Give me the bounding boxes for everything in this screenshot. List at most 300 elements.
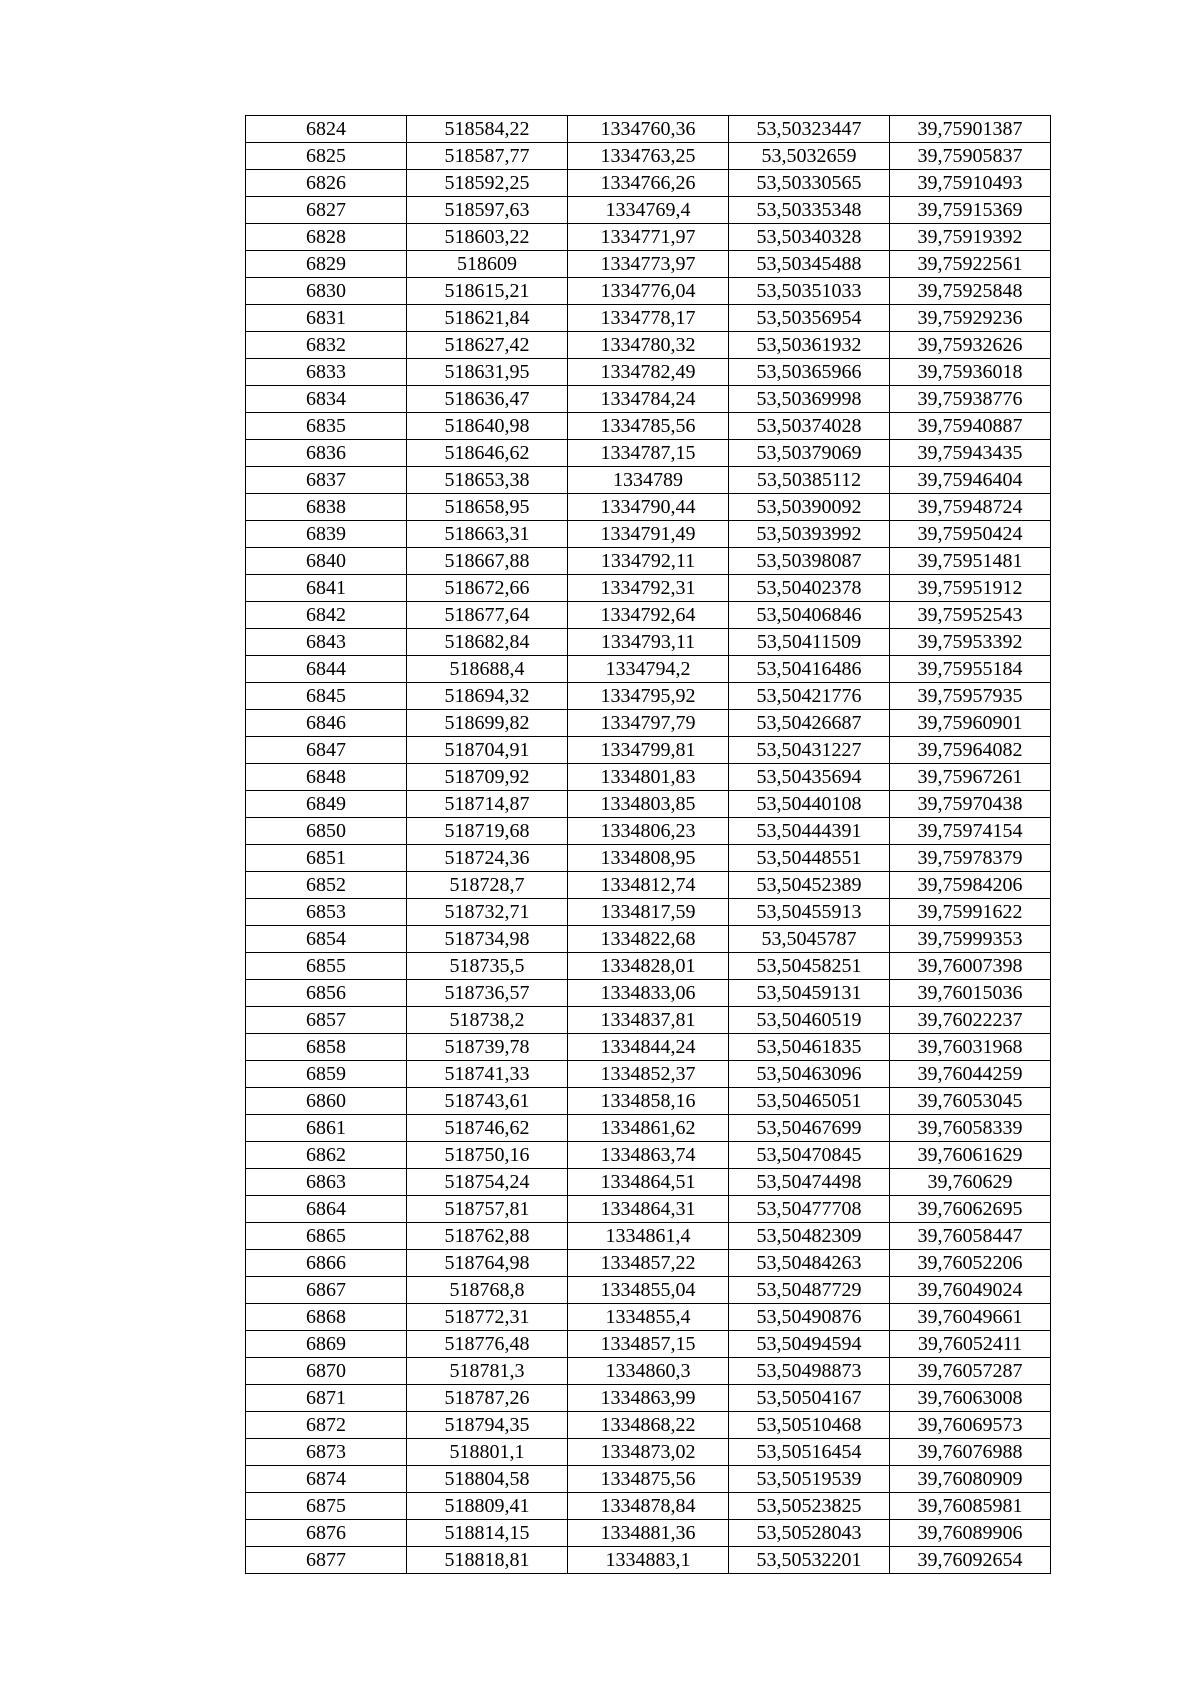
point-number-cell: 6827 [246,197,407,224]
y-coordinate-cell: 1334858,16 [568,1088,729,1115]
x-coordinate-cell: 518818,81 [407,1547,568,1574]
point-number-cell: 6839 [246,521,407,548]
longitude-cell: 39,76063008 [890,1385,1051,1412]
y-coordinate-cell: 1334789 [568,467,729,494]
point-number-cell: 6869 [246,1331,407,1358]
longitude-cell: 39,76080909 [890,1466,1051,1493]
latitude-cell: 53,50330565 [729,170,890,197]
latitude-cell: 53,50528043 [729,1520,890,1547]
table-row [246,1520,1051,1547]
longitude-cell: 39,75925848 [890,278,1051,305]
y-coordinate-cell: 1334785,56 [568,413,729,440]
point-number-cell: 6856 [246,980,407,1007]
y-coordinate-cell: 1334822,68 [568,926,729,953]
table-row [246,845,1051,872]
longitude-cell: 39,75946404 [890,467,1051,494]
y-coordinate-cell: 1334875,56 [568,1466,729,1493]
latitude-cell: 53,50452389 [729,872,890,899]
y-coordinate-cell: 1334863,74 [568,1142,729,1169]
x-coordinate-cell: 518801,1 [407,1439,568,1466]
longitude-cell: 39,75951481 [890,548,1051,575]
table-row [246,818,1051,845]
latitude-cell: 53,50421776 [729,683,890,710]
longitude-cell: 39,75984206 [890,872,1051,899]
latitude-cell: 53,50523825 [729,1493,890,1520]
y-coordinate-cell: 1334763,25 [568,143,729,170]
longitude-cell: 39,75901387 [890,116,1051,143]
point-number-cell: 6863 [246,1169,407,1196]
latitude-cell: 53,50465051 [729,1088,890,1115]
point-number-cell: 6858 [246,1034,407,1061]
y-coordinate-cell: 1334812,74 [568,872,729,899]
point-number-cell: 6834 [246,386,407,413]
table-row [246,1115,1051,1142]
table-row [246,1088,1051,1115]
point-number-cell: 6867 [246,1277,407,1304]
point-number-cell: 6868 [246,1304,407,1331]
x-coordinate-cell: 518584,22 [407,116,568,143]
longitude-cell: 39,76092654 [890,1547,1051,1574]
latitude-cell: 53,50474498 [729,1169,890,1196]
y-coordinate-cell: 1334868,22 [568,1412,729,1439]
latitude-cell: 53,5045787 [729,926,890,953]
longitude-cell: 39,75932626 [890,332,1051,359]
latitude-cell: 53,50498873 [729,1358,890,1385]
y-coordinate-cell: 1334857,15 [568,1331,729,1358]
x-coordinate-cell: 518728,7 [407,872,568,899]
point-number-cell: 6857 [246,1007,407,1034]
y-coordinate-cell: 1334855,04 [568,1277,729,1304]
x-coordinate-cell: 518754,24 [407,1169,568,1196]
point-number-cell: 6874 [246,1466,407,1493]
y-coordinate-cell: 1334797,79 [568,710,729,737]
point-number-cell: 6853 [246,899,407,926]
point-number-cell: 6829 [246,251,407,278]
y-coordinate-cell: 1334766,26 [568,170,729,197]
table-row [246,683,1051,710]
point-number-cell: 6866 [246,1250,407,1277]
table-row [246,1196,1051,1223]
table-row [246,710,1051,737]
latitude-cell: 53,50444391 [729,818,890,845]
y-coordinate-cell: 1334780,32 [568,332,729,359]
point-number-cell: 6862 [246,1142,407,1169]
longitude-cell: 39,75974154 [890,818,1051,845]
table-row [246,197,1051,224]
point-number-cell: 6830 [246,278,407,305]
point-number-cell: 6840 [246,548,407,575]
x-coordinate-cell: 518741,33 [407,1061,568,1088]
point-number-cell: 6850 [246,818,407,845]
point-number-cell: 6847 [246,737,407,764]
x-coordinate-cell: 518709,92 [407,764,568,791]
table-row [246,872,1051,899]
table-row [246,1007,1051,1034]
y-coordinate-cell: 1334773,97 [568,251,729,278]
y-coordinate-cell: 1334852,37 [568,1061,729,1088]
point-number-cell: 6876 [246,1520,407,1547]
table-row [246,1385,1051,1412]
table-row [246,899,1051,926]
x-coordinate-cell: 518787,26 [407,1385,568,1412]
x-coordinate-cell: 518736,57 [407,980,568,1007]
y-coordinate-cell: 1334857,22 [568,1250,729,1277]
latitude-cell: 53,50487729 [729,1277,890,1304]
x-coordinate-cell: 518699,82 [407,710,568,737]
longitude-cell: 39,75999353 [890,926,1051,953]
longitude-cell: 39,76076988 [890,1439,1051,1466]
latitude-cell: 53,50335348 [729,197,890,224]
x-coordinate-cell: 518804,58 [407,1466,568,1493]
y-coordinate-cell: 1334793,11 [568,629,729,656]
latitude-cell: 53,50484263 [729,1250,890,1277]
table-row [246,1277,1051,1304]
table-row [246,1412,1051,1439]
point-number-cell: 6836 [246,440,407,467]
longitude-cell: 39,75952543 [890,602,1051,629]
longitude-cell: 39,76007398 [890,953,1051,980]
table-row [246,440,1051,467]
x-coordinate-cell: 518640,98 [407,413,568,440]
point-number-cell: 6861 [246,1115,407,1142]
x-coordinate-cell: 518781,3 [407,1358,568,1385]
table-row [246,656,1051,683]
y-coordinate-cell: 1334817,59 [568,899,729,926]
point-number-cell: 6843 [246,629,407,656]
latitude-cell: 53,50356954 [729,305,890,332]
y-coordinate-cell: 1334795,92 [568,683,729,710]
table-row [246,737,1051,764]
latitude-cell: 53,50459131 [729,980,890,1007]
point-number-cell: 6848 [246,764,407,791]
latitude-cell: 53,50461835 [729,1034,890,1061]
point-number-cell: 6835 [246,413,407,440]
y-coordinate-cell: 1334776,04 [568,278,729,305]
latitude-cell: 53,50351033 [729,278,890,305]
table-row [246,926,1051,953]
table-row [246,251,1051,278]
point-number-cell: 6824 [246,116,407,143]
latitude-cell: 53,50390092 [729,494,890,521]
x-coordinate-cell: 518677,64 [407,602,568,629]
latitude-cell: 53,50365966 [729,359,890,386]
point-number-cell: 6849 [246,791,407,818]
longitude-cell: 39,75964082 [890,737,1051,764]
y-coordinate-cell: 1334861,4 [568,1223,729,1250]
latitude-cell: 53,50379069 [729,440,890,467]
x-coordinate-cell: 518663,31 [407,521,568,548]
table-row [246,1223,1051,1250]
longitude-cell: 39,75953392 [890,629,1051,656]
latitude-cell: 53,50393992 [729,521,890,548]
point-number-cell: 6826 [246,170,407,197]
x-coordinate-cell: 518757,81 [407,1196,568,1223]
table-row [246,1331,1051,1358]
y-coordinate-cell: 1334855,4 [568,1304,729,1331]
latitude-cell: 53,50477708 [729,1196,890,1223]
longitude-cell: 39,75922561 [890,251,1051,278]
longitude-cell: 39,75950424 [890,521,1051,548]
point-number-cell: 6838 [246,494,407,521]
x-coordinate-cell: 518609 [407,251,568,278]
point-number-cell: 6859 [246,1061,407,1088]
y-coordinate-cell: 1334784,24 [568,386,729,413]
latitude-cell: 53,50385112 [729,467,890,494]
point-number-cell: 6841 [246,575,407,602]
table-row [246,1439,1051,1466]
table-row [246,764,1051,791]
coordinates-table-body [246,116,1051,1574]
latitude-cell: 53,50467699 [729,1115,890,1142]
longitude-cell: 39,76052206 [890,1250,1051,1277]
point-number-cell: 6852 [246,872,407,899]
latitude-cell: 53,50510468 [729,1412,890,1439]
x-coordinate-cell: 518688,4 [407,656,568,683]
table-row [246,224,1051,251]
table-row [246,413,1051,440]
table-row [246,548,1051,575]
longitude-cell: 39,76061629 [890,1142,1051,1169]
longitude-cell: 39,76022237 [890,1007,1051,1034]
y-coordinate-cell: 1334799,81 [568,737,729,764]
longitude-cell: 39,76049024 [890,1277,1051,1304]
x-coordinate-cell: 518646,62 [407,440,568,467]
x-coordinate-cell: 518814,15 [407,1520,568,1547]
point-number-cell: 6832 [246,332,407,359]
longitude-cell: 39,75938776 [890,386,1051,413]
x-coordinate-cell: 518750,16 [407,1142,568,1169]
longitude-cell: 39,76044259 [890,1061,1051,1088]
latitude-cell: 53,50458251 [729,953,890,980]
longitude-cell: 39,75951912 [890,575,1051,602]
x-coordinate-cell: 518587,77 [407,143,568,170]
point-number-cell: 6851 [246,845,407,872]
latitude-cell: 53,50361932 [729,332,890,359]
y-coordinate-cell: 1334878,84 [568,1493,729,1520]
x-coordinate-cell: 518768,8 [407,1277,568,1304]
table-row [246,575,1051,602]
y-coordinate-cell: 1334792,31 [568,575,729,602]
y-coordinate-cell: 1334801,83 [568,764,729,791]
table-row [246,332,1051,359]
point-number-cell: 6855 [246,953,407,980]
table-row [246,1547,1051,1574]
table-row [246,1250,1051,1277]
x-coordinate-cell: 518653,38 [407,467,568,494]
point-number-cell: 6872 [246,1412,407,1439]
point-number-cell: 6864 [246,1196,407,1223]
latitude-cell: 53,50406846 [729,602,890,629]
table-row [246,1034,1051,1061]
x-coordinate-cell: 518694,32 [407,683,568,710]
x-coordinate-cell: 518658,95 [407,494,568,521]
longitude-cell: 39,76052411 [890,1331,1051,1358]
x-coordinate-cell: 518772,31 [407,1304,568,1331]
point-number-cell: 6875 [246,1493,407,1520]
y-coordinate-cell: 1334787,15 [568,440,729,467]
latitude-cell: 53,5032659 [729,143,890,170]
latitude-cell: 53,50323447 [729,116,890,143]
y-coordinate-cell: 1334803,85 [568,791,729,818]
x-coordinate-cell: 518746,62 [407,1115,568,1142]
point-number-cell: 6844 [246,656,407,683]
longitude-cell: 39,76089906 [890,1520,1051,1547]
longitude-cell: 39,75910493 [890,170,1051,197]
x-coordinate-cell: 518743,61 [407,1088,568,1115]
longitude-cell: 39,75960901 [890,710,1051,737]
x-coordinate-cell: 518724,36 [407,845,568,872]
x-coordinate-cell: 518603,22 [407,224,568,251]
x-coordinate-cell: 518732,71 [407,899,568,926]
point-number-cell: 6870 [246,1358,407,1385]
y-coordinate-cell: 1334883,1 [568,1547,729,1574]
x-coordinate-cell: 518735,5 [407,953,568,980]
longitude-cell: 39,75940887 [890,413,1051,440]
x-coordinate-cell: 518738,2 [407,1007,568,1034]
x-coordinate-cell: 518627,42 [407,332,568,359]
longitude-cell: 39,76069573 [890,1412,1051,1439]
y-coordinate-cell: 1334873,02 [568,1439,729,1466]
y-coordinate-cell: 1334833,06 [568,980,729,1007]
point-number-cell: 6837 [246,467,407,494]
table-row [246,602,1051,629]
coordinates-table [245,115,1051,1574]
latitude-cell: 53,50431227 [729,737,890,764]
point-number-cell: 6846 [246,710,407,737]
longitude-cell: 39,76053045 [890,1088,1051,1115]
x-coordinate-cell: 518776,48 [407,1331,568,1358]
y-coordinate-cell: 1334791,49 [568,521,729,548]
point-number-cell: 6877 [246,1547,407,1574]
table-row [246,980,1051,1007]
longitude-cell: 39,76058447 [890,1223,1051,1250]
y-coordinate-cell: 1334794,2 [568,656,729,683]
x-coordinate-cell: 518621,84 [407,305,568,332]
latitude-cell: 53,50519539 [729,1466,890,1493]
latitude-cell: 53,50411509 [729,629,890,656]
point-number-cell: 6828 [246,224,407,251]
longitude-cell: 39,76015036 [890,980,1051,1007]
longitude-cell: 39,76085981 [890,1493,1051,1520]
x-coordinate-cell: 518636,47 [407,386,568,413]
latitude-cell: 53,50440108 [729,791,890,818]
longitude-cell: 39,75915369 [890,197,1051,224]
table-row [246,953,1051,980]
point-number-cell: 6845 [246,683,407,710]
y-coordinate-cell: 1334844,24 [568,1034,729,1061]
latitude-cell: 53,50494594 [729,1331,890,1358]
x-coordinate-cell: 518704,91 [407,737,568,764]
longitude-cell: 39,76049661 [890,1304,1051,1331]
longitude-cell: 39,76058339 [890,1115,1051,1142]
table-row [246,521,1051,548]
longitude-cell: 39,75936018 [890,359,1051,386]
point-number-cell: 6871 [246,1385,407,1412]
longitude-cell: 39,75967261 [890,764,1051,791]
y-coordinate-cell: 1334790,44 [568,494,729,521]
longitude-cell: 39,75948724 [890,494,1051,521]
x-coordinate-cell: 518764,98 [407,1250,568,1277]
x-coordinate-cell: 518809,41 [407,1493,568,1520]
table-row [246,494,1051,521]
latitude-cell: 53,50448551 [729,845,890,872]
longitude-cell: 39,76062695 [890,1196,1051,1223]
table-row [246,629,1051,656]
longitude-cell: 39,75991622 [890,899,1051,926]
table-row [246,170,1051,197]
x-coordinate-cell: 518734,98 [407,926,568,953]
y-coordinate-cell: 1334861,62 [568,1115,729,1142]
table-row [246,386,1051,413]
point-number-cell: 6873 [246,1439,407,1466]
latitude-cell: 53,50460519 [729,1007,890,1034]
longitude-cell: 39,76031968 [890,1034,1051,1061]
latitude-cell: 53,50463096 [729,1061,890,1088]
table-row [246,278,1051,305]
table-row [246,1142,1051,1169]
x-coordinate-cell: 518762,88 [407,1223,568,1250]
table-row [246,1169,1051,1196]
y-coordinate-cell: 1334864,31 [568,1196,729,1223]
point-number-cell: 6842 [246,602,407,629]
longitude-cell: 39,75905837 [890,143,1051,170]
latitude-cell: 53,50470845 [729,1142,890,1169]
latitude-cell: 53,50516454 [729,1439,890,1466]
y-coordinate-cell: 1334806,23 [568,818,729,845]
table-row [246,1358,1051,1385]
table-row [246,1304,1051,1331]
y-coordinate-cell: 1334760,36 [568,116,729,143]
y-coordinate-cell: 1334792,64 [568,602,729,629]
x-coordinate-cell: 518631,95 [407,359,568,386]
x-coordinate-cell: 518597,63 [407,197,568,224]
latitude-cell: 53,50490876 [729,1304,890,1331]
y-coordinate-cell: 1334828,01 [568,953,729,980]
latitude-cell: 53,50455913 [729,899,890,926]
x-coordinate-cell: 518719,68 [407,818,568,845]
longitude-cell: 39,75955184 [890,656,1051,683]
table-row [246,467,1051,494]
x-coordinate-cell: 518714,87 [407,791,568,818]
latitude-cell: 53,50532201 [729,1547,890,1574]
table-row [246,791,1051,818]
point-number-cell: 6865 [246,1223,407,1250]
y-coordinate-cell: 1334864,51 [568,1169,729,1196]
point-number-cell: 6860 [246,1088,407,1115]
table-row [246,359,1051,386]
longitude-cell: 39,75970438 [890,791,1051,818]
y-coordinate-cell: 1334863,99 [568,1385,729,1412]
table-row [246,143,1051,170]
x-coordinate-cell: 518794,35 [407,1412,568,1439]
table-row [246,1061,1051,1088]
latitude-cell: 53,50340328 [729,224,890,251]
y-coordinate-cell: 1334792,11 [568,548,729,575]
point-number-cell: 6825 [246,143,407,170]
latitude-cell: 53,50416486 [729,656,890,683]
longitude-cell: 39,75957935 [890,683,1051,710]
y-coordinate-cell: 1334837,81 [568,1007,729,1034]
latitude-cell: 53,50398087 [729,548,890,575]
longitude-cell: 39,75929236 [890,305,1051,332]
point-number-cell: 6854 [246,926,407,953]
longitude-cell: 39,760629 [890,1169,1051,1196]
table-row [246,116,1051,143]
y-coordinate-cell: 1334771,97 [568,224,729,251]
latitude-cell: 53,50426687 [729,710,890,737]
x-coordinate-cell: 518739,78 [407,1034,568,1061]
x-coordinate-cell: 518592,25 [407,170,568,197]
